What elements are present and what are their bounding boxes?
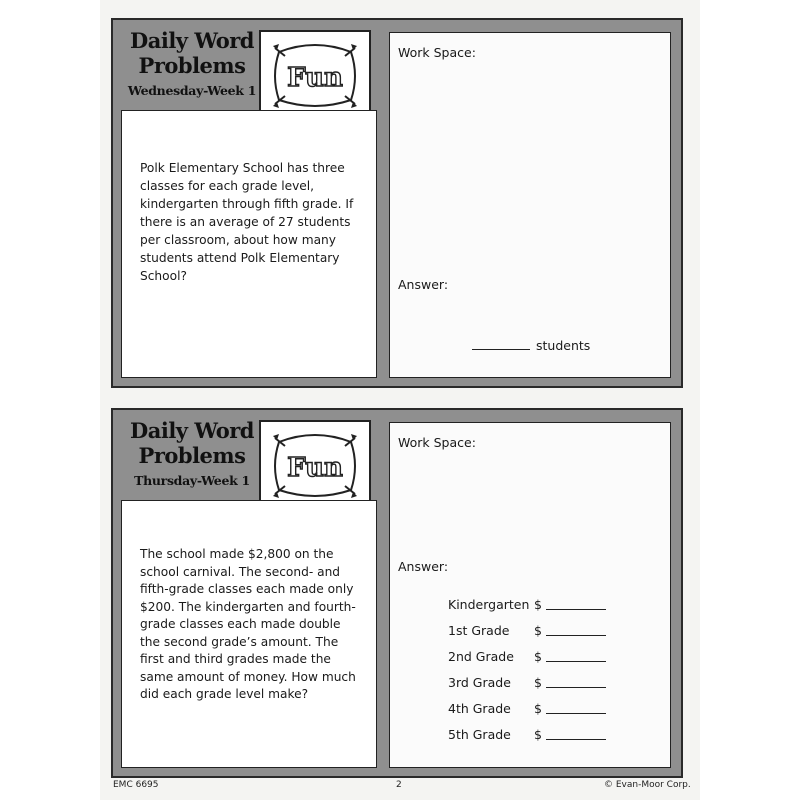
dollar-sign: $ — [534, 597, 542, 612]
problem-card-thursday — [111, 408, 683, 778]
dollar-sign: $ — [534, 675, 542, 690]
grade-answer-blank[interactable] — [546, 687, 606, 688]
card-title — [121, 28, 263, 98]
dollar-sign: $ — [534, 649, 542, 664]
footer-page-number: 2 — [396, 780, 402, 790]
problem-card-wednesday — [111, 18, 683, 388]
work-space-label: Work Space: — [398, 435, 476, 450]
grade-answer-blank[interactable] — [546, 609, 606, 610]
answer-label: Answer: — [398, 277, 449, 292]
answer-blank[interactable] — [472, 337, 530, 350]
grade-name: 3rd Grade — [448, 675, 511, 690]
work-space-box[interactable] — [389, 422, 671, 768]
grade-answer-row — [448, 727, 658, 745]
problem-text: The school made $2,800 on the school carnival. The second- and fifth-grade classes each made only $200. The kindergarten and fourth-grade classes each made double the second grade’s amount. The first and third grades made the same amount of money. How much did each grade level make? — [140, 547, 356, 701]
title-line-2: Problems — [138, 53, 246, 78]
fun-logo-text: Fun — [287, 63, 343, 93]
grade-name: 5th Grade — [448, 727, 511, 742]
dollar-sign: $ — [534, 701, 542, 716]
grade-name: Kindergarten — [448, 597, 530, 612]
grade-answer-blank[interactable] — [546, 713, 606, 714]
title-line-1: Daily Word — [130, 418, 254, 443]
answer-row — [472, 337, 590, 353]
fun-sign-icon — [269, 36, 361, 114]
grade-answer-row — [448, 675, 658, 693]
work-space-box[interactable] — [389, 32, 671, 378]
footer-catalog-number: EMC 6695 — [113, 780, 159, 790]
title-line-2: Problems — [138, 443, 246, 468]
day-subtitle: Wednesday-Week 1 — [127, 83, 257, 98]
grade-answer-blank[interactable] — [546, 739, 606, 740]
fun-sign-icon — [269, 426, 361, 504]
grade-name: 2nd Grade — [448, 649, 514, 664]
day-subtitle: Thursday-Week 1 — [134, 473, 250, 488]
grade-answer-row — [448, 701, 658, 719]
fun-logo-text: Fun — [287, 453, 343, 483]
dollar-sign: $ — [534, 727, 542, 742]
problem-box — [121, 110, 377, 378]
title-line-1: Daily Word — [130, 28, 254, 53]
grade-answer-row — [448, 649, 658, 667]
grade-answer-row — [448, 623, 658, 641]
grade-name: 1st Grade — [448, 623, 510, 638]
grade-answer-blank[interactable] — [546, 661, 606, 662]
problem-box — [121, 500, 377, 768]
grade-answer-blank[interactable] — [546, 635, 606, 636]
answer-label: Answer: — [398, 559, 449, 574]
grade-name: 4th Grade — [448, 701, 511, 716]
footer-copyright: © Evan-Moor Corp. — [604, 780, 691, 790]
problem-text: Polk Elementary School has three classes for each grade level, kindergarten through fifth grade. If there is an average of 27 students per classroom, about how many students attend Polk Elementary School? — [140, 161, 354, 283]
dollar-sign: $ — [534, 623, 542, 638]
card-title — [121, 418, 263, 488]
answer-unit: students — [536, 338, 591, 353]
grade-answer-row — [448, 597, 658, 615]
work-space-label: Work Space: — [398, 45, 476, 60]
